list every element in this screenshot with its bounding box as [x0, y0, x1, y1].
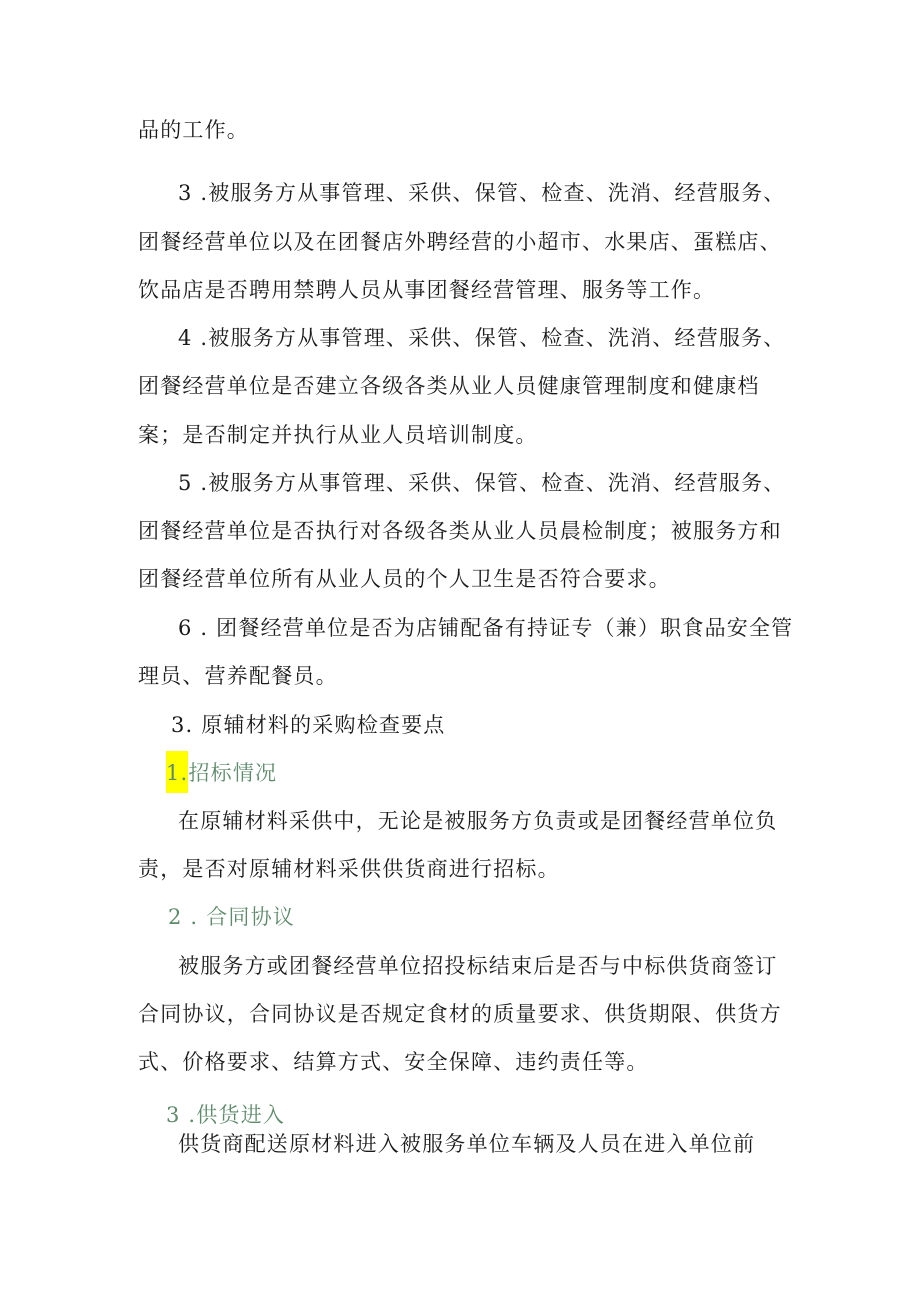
- paragraph-line: 品的工作。: [138, 118, 249, 142]
- item-5-line-1: 5 .被服务方从事管理、采供、保管、检查、洗消、经营服务、: [178, 471, 786, 495]
- item-6-line-1: 6 . 团餐经营单位是否为店铺配备有持证专（兼）职食品安全管: [178, 616, 794, 640]
- item-3-line-3: 饮品店是否聘用禁聘人员从事团餐经营管理、服务等工作。: [138, 278, 716, 302]
- bidding-line-2: 责，是否对原辅材料采供供货商进行招标。: [138, 857, 560, 881]
- highlighted-number: 1.: [166, 751, 188, 793]
- item-4-line-3: 案；是否制定并执行从业人员培训制度。: [138, 423, 538, 447]
- contract-line-3: 式、价格要求、结算方式、安全保障、违约责任等。: [138, 1050, 649, 1074]
- item-5-line-3: 团餐经营单位所有从业人员的个人卫生是否符合要求。: [138, 567, 671, 591]
- subheading-bidding: [166, 759, 277, 793]
- subheading-contract: 2 . 合同协议: [168, 905, 295, 929]
- supply-line-1: 供货商配送原材料进入被服务单位车辆及人员在进入单位前: [178, 1132, 756, 1156]
- item-3-line-1: 3 .被服务方从事管理、采供、保管、检查、洗消、经营服务、: [178, 181, 786, 205]
- subheading-bidding-text: 招标情况: [188, 761, 278, 785]
- section-heading: 3. 原辅材料的采购检查要点: [171, 713, 446, 737]
- item-3-line-2: 团餐经营单位以及在团餐店外聘经营的小超市、水果店、蛋糕店、: [138, 230, 782, 254]
- contract-line-2: 合同协议，合同协议是否规定食材的质量要求、供货期限、供货方: [138, 1002, 782, 1026]
- bidding-line-1: 在原辅材料采供中，无论是被服务方负责或是团餐经营单位负: [178, 809, 778, 833]
- item-4-line-1: 4 .被服务方从事管理、采供、保管、检查、洗消、经营服务、: [178, 326, 786, 350]
- item-6-line-2: 理员、营养配餐员。: [138, 664, 338, 688]
- subheading-supply: 3 .供货进入: [166, 1103, 286, 1127]
- item-4-line-2: 团餐经营单位是否建立各级各类从业人员健康管理制度和健康档: [138, 374, 760, 398]
- contract-line-1: 被服务方或团餐经营单位招投标结束后是否与中标供货商签订: [178, 954, 778, 978]
- item-5-line-2: 团餐经营单位是否执行对各级各类从业人员晨检制度；被服务方和: [138, 519, 782, 543]
